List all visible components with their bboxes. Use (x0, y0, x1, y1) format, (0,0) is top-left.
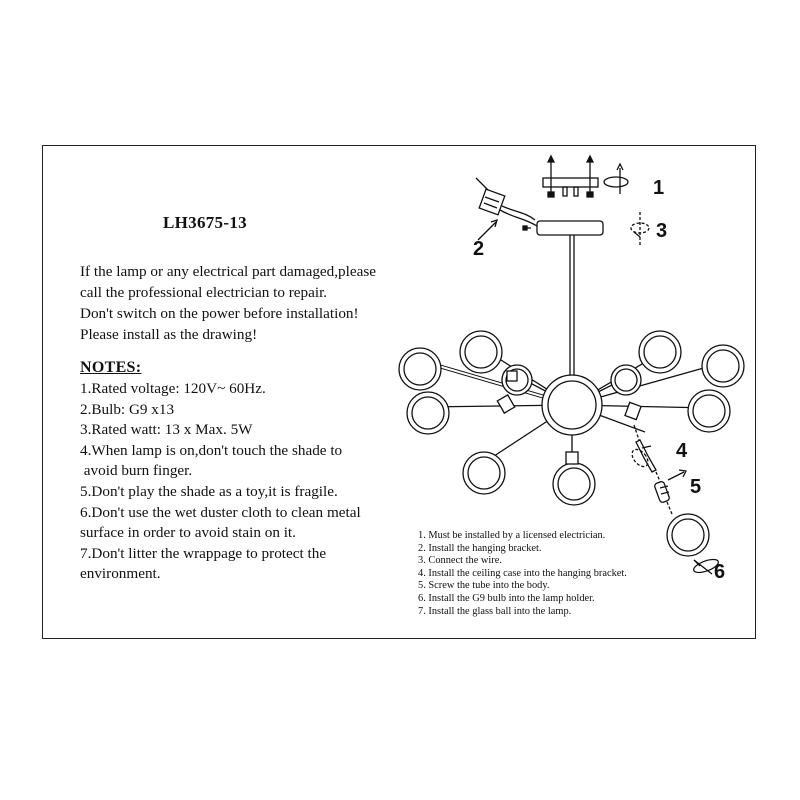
note-line: surface in order to avoid stain on it. (80, 524, 296, 542)
rotate-arrow-icon (631, 212, 649, 246)
step-line: 1. Must be installed by a licensed electrician. (418, 530, 606, 541)
hanging-bracket (543, 156, 598, 197)
glass-globe (463, 452, 505, 494)
note-line: avoid burn finger. (80, 462, 193, 480)
step-line: 2. Install the hanging bracket. (418, 542, 542, 554)
lamp-tube (634, 425, 656, 472)
note-line: 5.Don't play the shade as a toy,it is fragile. (80, 482, 338, 500)
glass-ball (667, 514, 709, 556)
model-number: LH3675-13 (163, 213, 247, 232)
glass-globe (639, 331, 681, 373)
ceiling-canopy (537, 221, 603, 375)
note-line: 2.Bulb: G9 x13 (80, 400, 175, 418)
g9-bulb (654, 470, 686, 514)
note-line: environment. (80, 565, 161, 583)
note-line: 6.Don't use the wet duster cloth to clean metal (80, 503, 361, 521)
step-line: 7. Install the glass ball into the lamp. (418, 605, 572, 617)
step-line: 4. Install the ceiling case into the hanging bracket. (418, 567, 627, 579)
intro-line: Don't switch on the power before installation! (80, 305, 359, 322)
note-line: 4.When lamp is on,don't touch the shade to (80, 441, 343, 459)
callout-5: 5 (690, 476, 702, 498)
glass-globe (407, 392, 449, 434)
step-line: 5. Screw the tube into the body. (418, 580, 550, 592)
rotate-arrow-icon (604, 164, 628, 194)
callout-2: 2 (473, 238, 485, 260)
callout-1: 1 (653, 177, 665, 199)
wire-connector (476, 178, 537, 240)
center-globe (542, 375, 602, 435)
intro-line: call the professional electrician to repair. (80, 284, 328, 301)
note-line: 7.Don't litter the wrappage to protect the (80, 544, 327, 562)
glass-globe (688, 390, 730, 432)
callout-3: 3 (656, 220, 668, 242)
glass-globe (399, 348, 441, 390)
glass-globe (460, 331, 502, 373)
step-line: 3. Connect the wire. (418, 555, 502, 567)
intro-line: If the lamp or any electrical part damaged,please (80, 263, 377, 280)
callout-6: 6 (714, 561, 726, 583)
glass-globe (702, 345, 744, 387)
callout-4: 4 (676, 440, 688, 462)
intro-line: Please install as the drawing! (80, 326, 258, 343)
glass-globe (553, 463, 595, 505)
notes-title: NOTES: (80, 359, 142, 376)
glass-globe (611, 365, 641, 395)
note-line: 1.Rated voltage: 120V~ 60Hz. (80, 380, 266, 397)
step-line: 6. Install the G9 bulb into the lamp holder. (418, 592, 595, 604)
note-line: 3.Rated watt: 13 x Max. 5W (80, 421, 253, 439)
